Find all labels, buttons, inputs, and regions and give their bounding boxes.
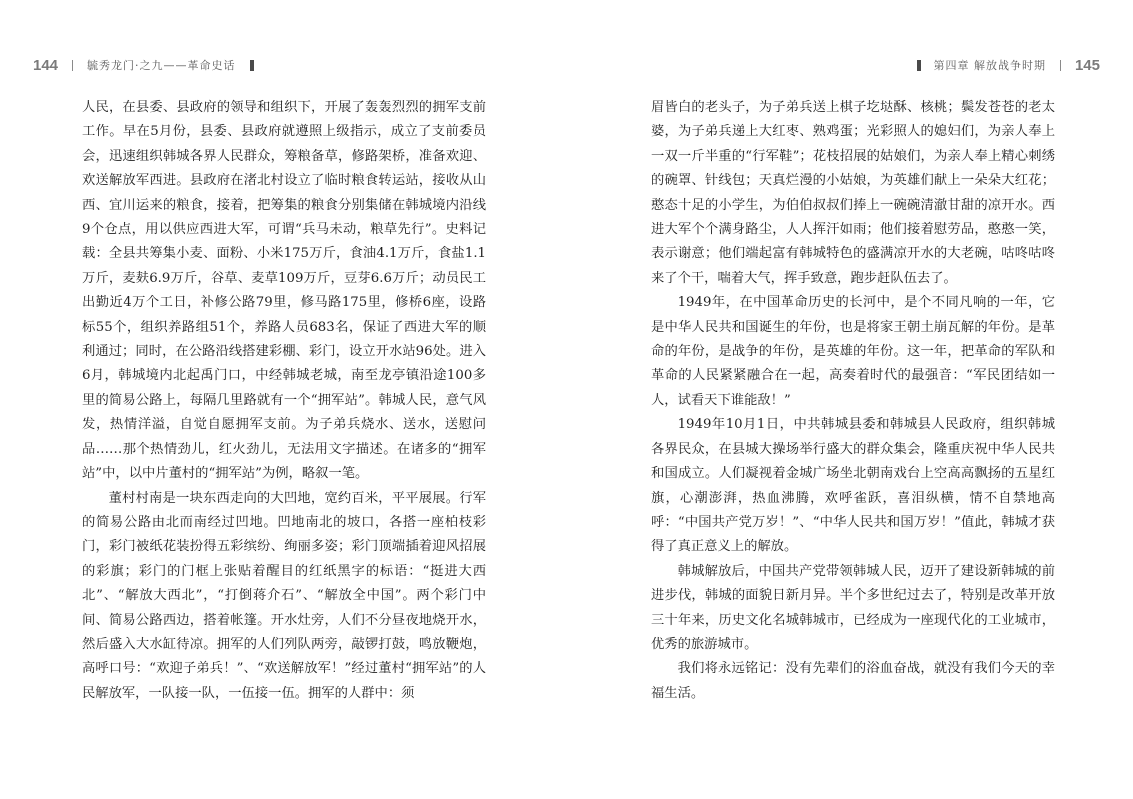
left-page-number: 144 <box>33 56 59 74</box>
header-block-marker <box>250 60 254 71</box>
left-page <box>0 0 566 799</box>
right-page-number: 145 <box>1074 56 1100 74</box>
right-paragraph-4: 韩城解放后，中国共产党带领韩城人民，迈开了建设新韩城的前进步伐，韩城的面貌日新月异。半个多世纪过去了，特别是改革开放三十年来，历史文化名城韩城市，已经成为一座现代化的工业城市，优秀的旅游城市。 <box>651 563 1055 652</box>
right-paragraph-1: 眉皆白的老头子，为子弟兵送上棋子圪垯酥、核桃；鬓发苍苍的老太婆，为子弟兵递上大红枣、熟鸡蛋；光彩照人的媳妇们，为亲人奉上一双一斤半重的“行军鞋”；花枝招展的姑娘们，为亲人奉上精心刺绣的碗罩、针线包；天真烂漫的小姑娘，为英雄们献上一朵朵大红花；憨态十足的小学生，为伯伯叔叔们捧上一碗碗清澈甘甜的凉开水。西进大军个个满身路尘，人人挥汗如雨；他们接着慰劳品，憨憨一笑，表示谢意；他们端起富有韩城特色的盛满凉开水的大老碗，咕咚咕咚来了个干，喘着大气，挥手致意，跑步赶队伍去了。 <box>651 100 1055 286</box>
right-paragraph-5: 我们将永远铭记：没有先辈们的浴血奋战，就没有我们今天的幸福生活。 <box>651 661 1055 701</box>
header-block-marker <box>917 60 921 71</box>
header-separator <box>1060 60 1061 71</box>
right-page-header <box>917 55 1100 75</box>
right-page <box>567 0 1133 799</box>
right-paragraph-2: 1949年，在中国革命历史的长河中，是个不同凡响的一年，它是中华人民共和国诞生的年份，也是将家王朝土崩瓦解的年份。是革命的年份，是战争的年份，是英雄的年份。这一年，把革命的军队和革命的人民紧紧融合在一起，高奏着时代的最强音：“军民团结如一人，试看天下谁能敌！” <box>651 295 1055 408</box>
right-running-title: 第四章 解放战争时期 <box>933 59 1046 72</box>
left-page-body <box>82 96 486 706</box>
left-paragraph-1: 人民，在县委、县政府的领导和组织下，开展了轰轰烈烈的拥军支前工作。早在5月份，县委、县政府就遵照上级指示，成立了支前委员会，迅速组织韩城各界人民群众，筹粮备草，修路架桥，准备欢迎、欢送解放军西进。县政府在渚北村设立了临时粮食转运站，接收从山西、宜川运来的粮食，接着，把筹集的粮食分别集储在韩城境内沿线9个仓点，用以供应西进大军，可谓“兵马未动，粮草先行”。史料记载：全县共筹集小麦、面粉、小米175万斤，食油4.1万斤，食盐1.1万斤，麦麸6.9万斤，谷草、麦草109万斤，豆芽6.6万斤；动员民工出勤近4万个工日，补修公路79里，修马路175里，修桥6座，设路标55个，组织养路组51个，养路人员683名，保证了西进大军的顺利通过；同时，在公路沿线搭建彩棚、彩门，设立开水站96处。进入6月，韩城境内北起禹门口，中经韩城老城，南至龙亭镇沿途100多里的简易公路上，每隔几里路就有一个“拥军站”。韩城人民，意气风发，热情洋溢，自觉自愿拥军支前。为子弟兵烧水、送水，送慰问品……那个热情劲儿，红火劲儿，无法用文字描述。在诸多的“拥军站”中，以中片董村的“拥军站”为例，略叙一笔。 <box>82 100 486 482</box>
header-separator <box>72 60 73 71</box>
left-page-header <box>33 55 254 75</box>
left-running-title: 毓秀龙门·之九——革命史话 <box>87 59 236 72</box>
right-paragraph-3: 1949年10月1日，中共韩城县委和韩城县人民政府，组织韩城各界民众，在县城大操场举行盛大的群众集会，隆重庆祝中华人民共和国成立。人们凝视着金城广场坐北朝南戏台上空高高飘扬的五星红旗，心潮澎湃，热血沸腾，欢呼雀跃，喜泪纵横，情不自禁地高呼：“中国共产党万岁！”、“中华人民共和国万岁！”值此，韩城才获得了真正意义上的解放。 <box>651 417 1055 555</box>
left-paragraph-2: 董村村南是一块东西走向的大凹地，宽约百米，平平展展。行军的简易公路由北而南经过凹地。凹地南北的坡口，各搭一座柏枝彩门，彩门被纸花装扮得五彩缤纷、绚丽多姿；彩门顶端插着迎风招展的彩旗；彩门的门框上张贴着醒目的红纸黑字的标语：“挺进大西北”、“解放大西北”，“打倒蒋介石”、“解放全中国”。两个彩门中间、简易公路西边，搭着帐篷。开水灶旁，人们不分昼夜地烧开水，然后盛入大水缸待凉。拥军的人们列队两旁，敲锣打鼓，鸣放鞭炮，高呼口号：“欢迎子弟兵！”、“欢送解放军！”经过董村“拥军站”的人民解放军，一队接一队，一伍接一伍。拥军的人群中：须 <box>82 490 486 701</box>
right-page-body <box>651 96 1055 706</box>
